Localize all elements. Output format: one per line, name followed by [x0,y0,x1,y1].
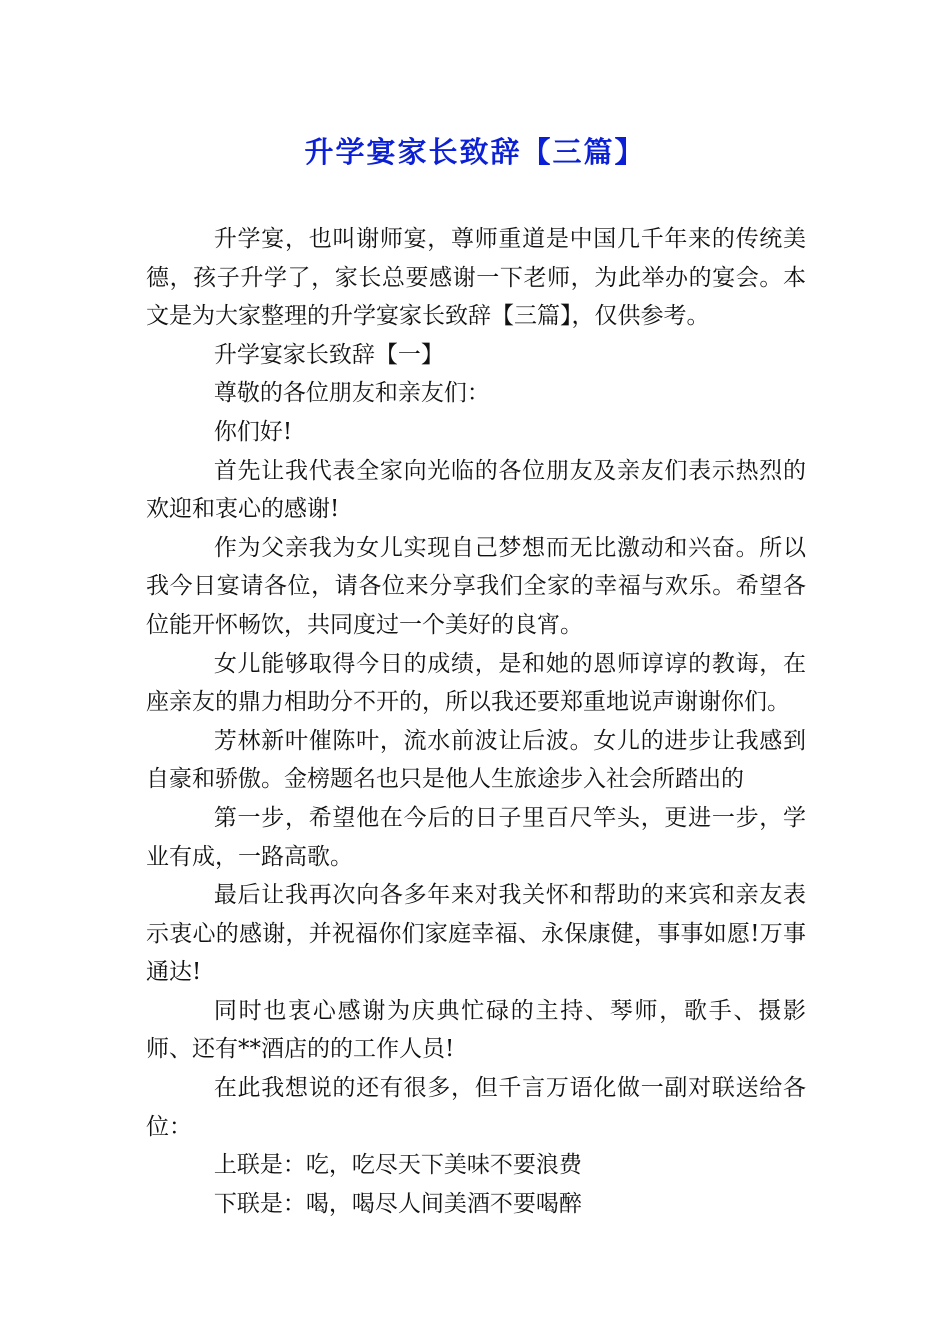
document-body [146,220,806,1223]
paragraph-welcome: 首先让我代表全家向光临的各位朋友及亲友们表示热烈的欢迎和衷心的感谢! [146,457,806,523]
paragraph-couplet-upper: 上联是：吃，吃尽天下美味不要浪费 [213,1152,582,1179]
document-title: 升学宴家长致辞【三篇】 [304,135,646,169]
paragraph-couplet-intro: 在此我想说的还有很多，但千言万语化做一副对联送给各位： [146,1075,806,1140]
paragraph-section-heading: 升学宴家长致辞【一】 [213,341,444,368]
paragraph-first-step: 第一步，希望他在今后的日子里百尺竿头，更进一步，学业有成，一路高歌。 [146,804,806,870]
paragraph-father: 作为父亲我为女儿实现自己梦想而无比激动和兴奋。所以我今日宴请各位，请各位来分享我们全家的幸福与欢乐。希望各位能开怀畅饮，共同度过一个美好的良宵。 [146,534,806,638]
paragraph-thanks: 最后让我再次向各多年来对我关怀和帮助的来宾和亲友表示衷心的感谢，并祝福你们家庭幸福、永保康健，事事如愿!万事通达! [146,882,806,986]
paragraph-daughter: 女儿能够取得今日的成绩，是和她的恩师谆谆的教诲，在座亲友的鼎力相助分不开的，所以我还要郑重地说声谢谢你们。 [146,650,806,716]
paragraph-salutation: 尊敬的各位朋友和亲友们： [213,380,490,407]
paragraph-intro: 升学宴，也叫谢师宴，尊师重道是中国几千年来的传统美德，孩子升学了，家长总要感谢一下老师，为此举办的宴会。本文是为大家整理的升学宴家长致辞【三篇】，仅供参考。 [146,226,806,330]
paragraph-staff-thanks: 同时也衷心感谢为庆典忙碌的主持、琴师，歌手、摄影师、还有**酒店的的工作人员! [146,997,806,1063]
paragraph-couplet-lower: 下联是：喝，喝尽人间美酒不要喝醉 [213,1190,582,1217]
paragraph-greeting: 你们好! [213,418,293,445]
paragraph-progress: 芳林新叶催陈叶，流水前波让后波。女儿的进步让我感到自豪和骄傲。金榜题名也只是他人生旅途步入社会所踏出的 [146,727,806,793]
